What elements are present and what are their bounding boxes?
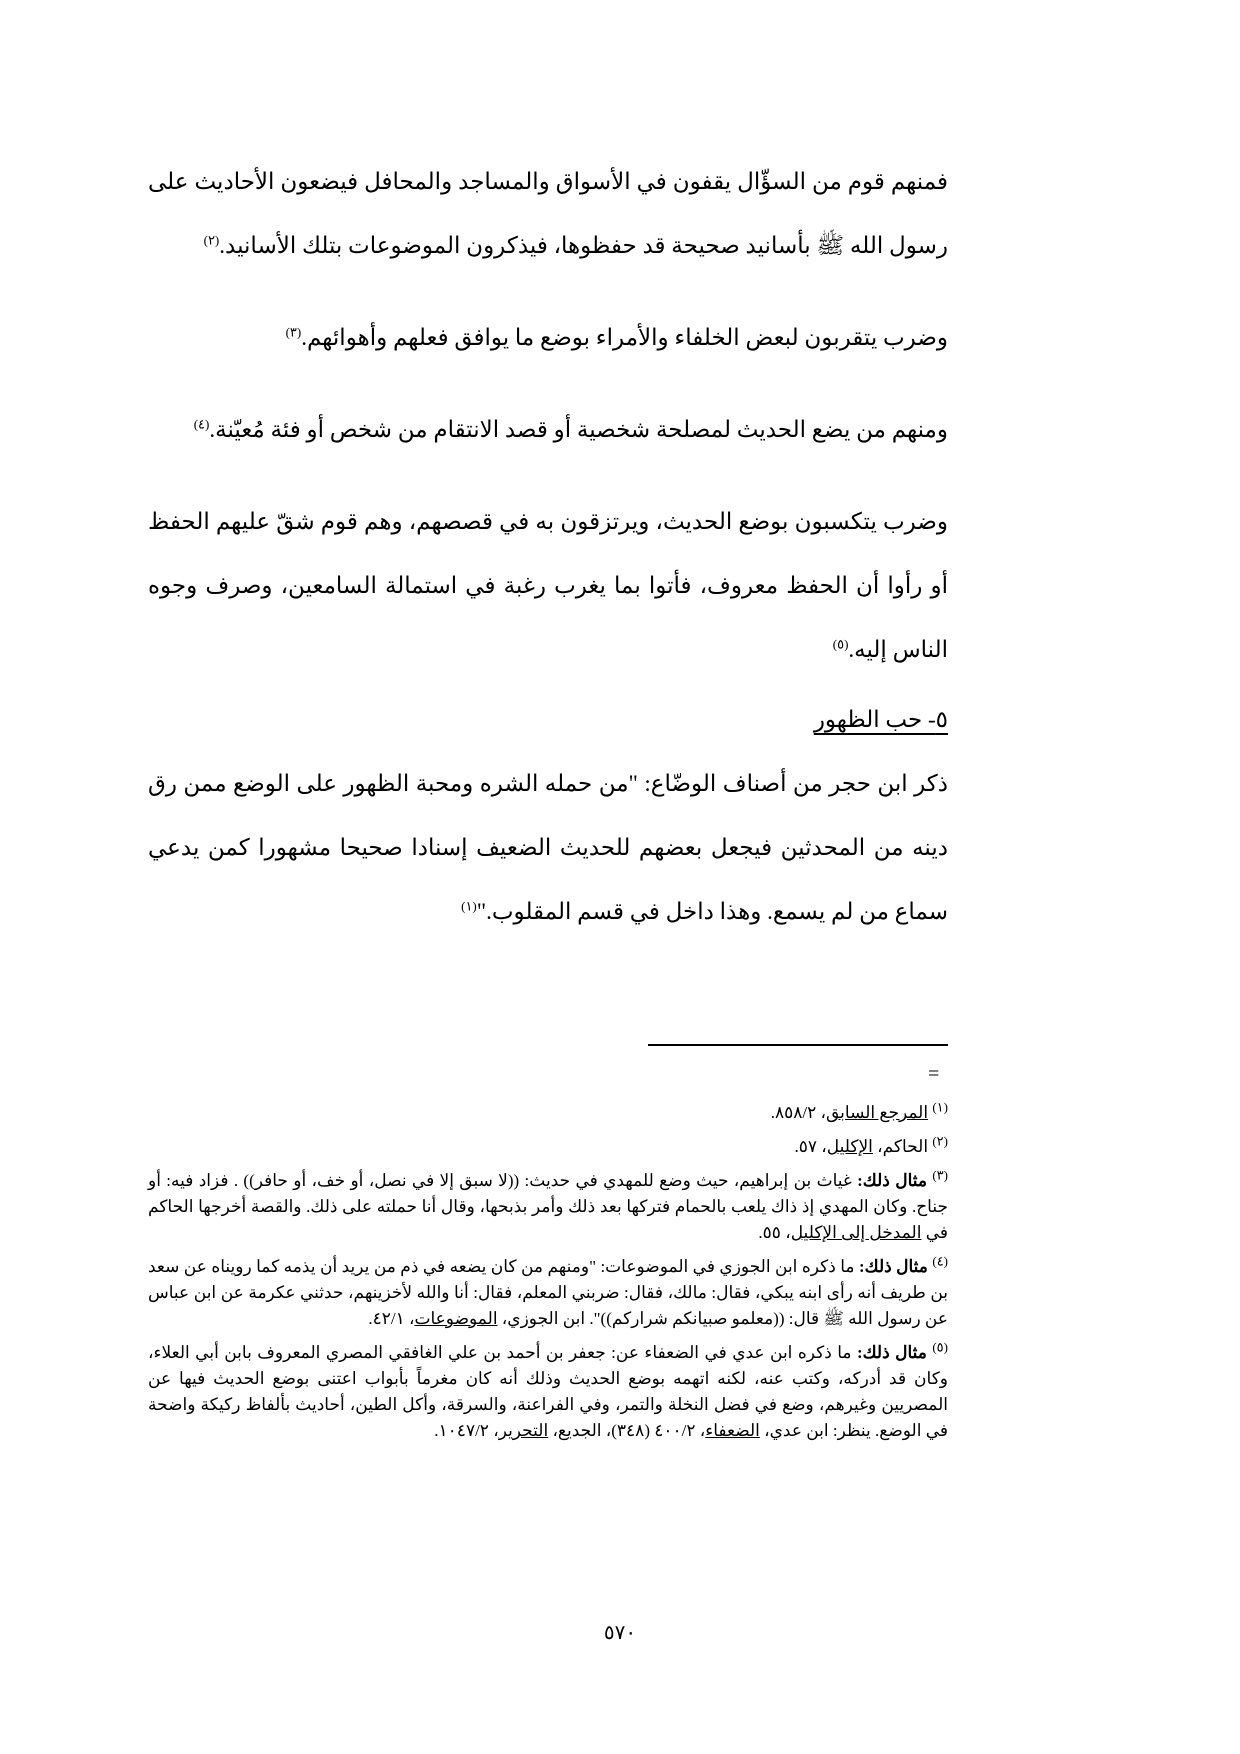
paragraph-5: ذكر ابن حجر من أصناف الوضّاع: "من حمله الشره ومحبة الظهور على الوضع ممن رق دينه من المحدثين فيجعل بعضهم للحديث الضعيف إسنادا صحيحا مشهورا كمن يدعي سماع من لم يسمع. وهذا داخل في قسم المقلوب."$^{(١)}$: [148, 771, 948, 924]
footnote-continuation-mark: =: [928, 1063, 940, 1085]
footnote-4: $^{(٤)}$ مثال ذلك: ما ذكره ابن الجوزي في الموضوعات: "ومنهم من كان يضعه في ذم من يريد أن يذمه كما رويناه عن سعد بن طريف أنه رأى ابنه يبكي، فقال: مالك، فقال: ضربني المعلم، فقال: أنا والله لأخزينهم، حدثني عكرمة عن ابن عباس عن رسول الله ﷺ قال: ((معلمو صبيانكم شراركم))". ابن الجوزي، الموضوعات، ٤٢/١.: [148, 1253, 949, 1328]
section-heading: ٥- حب الظهور: [813, 707, 948, 732]
footnote-marker[interactable]: (١): [461, 898, 477, 914]
footnote-marker[interactable]: (٢): [203, 232, 220, 248]
source-title: الإكليل: [826, 1137, 873, 1156]
footnote-3: $^{(٣)}$ مثال ذلك: غياث بن إبراهيم، حيث وضع للمهدي في حديث: ((لا سبق إلا في نصل، أو خف، أو حافر)) . فزاد فيه: أو جناح. وكان المهدي إذ ذاك يلعب بالحمام فتركها بعد ذلك وأمر بذبحها، وقال أنا حملته على ذلك. والقصة أخرجها الحاكم في المدخل إلى الإكليل، ٥٥.: [148, 1167, 948, 1242]
footnotes: [148, 1100, 948, 1452]
paragraph-3: ومنهم من يضع الحديث لمصلحة شخصية أو قصد الانتقام من شخص أو فئة مُعيّنة.$^{(٤)}$: [193, 416, 948, 442]
page-number: ٥٧٠: [603, 1622, 637, 1644]
main-text: [148, 150, 948, 944]
paragraph-1: فمنهم قوم من السؤّال يقفون في الأسواق والمساجد والمحافل فيضعون الأحاديث على رسول الله ﷺ بأسانيد صحيحة قد حفظوها، فيذكرون الموضوعات بتلك الأسانيد.$^{(٢)}$: [148, 169, 948, 258]
source-title: الموضوعات: [414, 1309, 498, 1328]
footnote-1: $^{(١)}$ المرجع السابق، ٨٥٨/٢.: [770, 1099, 948, 1122]
footnote-marker[interactable]: (٥): [832, 636, 849, 652]
source-title: الضعفاء: [705, 1421, 760, 1440]
footnote-5: $^{(٥)}$ مثال ذلك: ما ذكره ابن عدي في الضعفاء عن: جعفر بن أحمد بن علي الغافقي المصري المعروف بابن أبي العلاء، وكان قد أدركه، وكتب عنه، لكنه اتهمه بوضع الحديث وذلك أنه كان مغرماً بأبواب اعتنى بوضع الحديث فيها عن المصريين وغيرهم، وضع في فضل النخلة والتمر، وفي الفراعنة، والسرقة، وأكل الطين، أحاديث بألفاظ ركيكة واضحة في الوضع. ينظر: ابن عدي، الضعفاء، ٤٠٠/٢ (٣٤٨)، الجديع، التحرير، ١٠٤٧/٢.: [148, 1339, 948, 1440]
footnote-marker[interactable]: (٤): [193, 416, 210, 432]
paragraph-2: وضرب يتقربون لبعض الخلفاء والأمراء بوضع ما يوافق فعلهم وأهوائهم.$^{(٣)}$: [285, 324, 948, 350]
footnote-marker[interactable]: (٣): [285, 324, 302, 340]
footnote-2: $^{(٢)}$ الحاكم، الإكليل، ٥٧.: [794, 1133, 948, 1156]
source-title: التحرير: [498, 1421, 549, 1440]
source-title: المرجع السابق: [826, 1103, 929, 1122]
source-title: المدخل إلى الإكليل: [790, 1223, 922, 1242]
footnote-separator-line: [648, 1044, 948, 1046]
paragraph-4: وضرب يتكسبون بوضع الحديث، ويرتزقون به في قصصهم، وهم قوم شقّ عليهم الحفظ أو رأوا أن الحفظ معروف، فأتوا بما يغرب رغبة في استمالة السامعين، وصرف وجوه الناس إليه.$^{(٥)}$: [148, 509, 948, 662]
